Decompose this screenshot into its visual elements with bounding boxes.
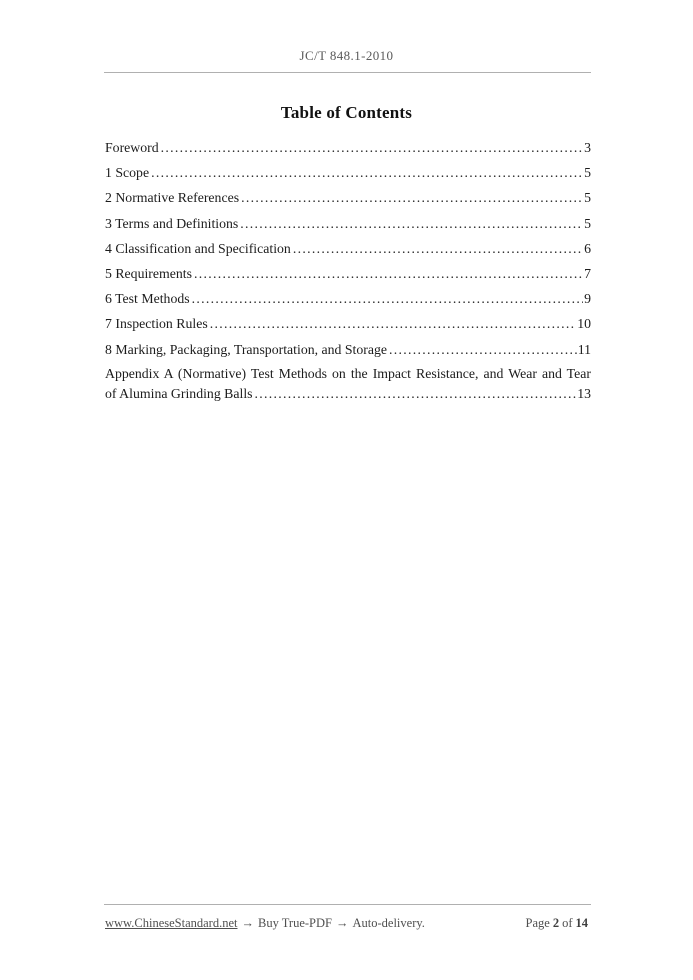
toc-entry-label: 6 Test Methods: [105, 291, 190, 307]
page-title: Table of Contents: [280, 103, 413, 122]
of-label: of: [562, 916, 573, 930]
toc-entry-test-methods: [105, 286, 591, 311]
toc-dot-leader: [194, 261, 583, 286]
toc-dot-leader: [389, 337, 577, 362]
toc-dot-leader: [241, 185, 583, 210]
footer-divider: [104, 904, 591, 905]
toc-entry-page: 11: [577, 341, 591, 357]
toc-entry-page: 5: [584, 190, 591, 206]
toc-dot-leader: [192, 286, 583, 311]
header-divider: [104, 72, 591, 73]
toc-entry-label: Foreword: [105, 140, 159, 155]
toc-entry-label: 4 Classification and Specification: [105, 240, 291, 256]
toc-entry-label: 3 Terms and Definitions: [105, 215, 239, 231]
toc-entry-label: of Alumina Grinding Balls: [105, 385, 253, 401]
toc-entry-label: Appendix A (Normative) Test Methods on the Impact Resistance, and Wear and Tear: [105, 366, 591, 382]
toc-entry-marking-packaging: [105, 337, 591, 362]
toc-entry-label: 7 Inspection Rules: [105, 316, 208, 332]
toc-dot-leader: [293, 236, 583, 261]
toc-entry-appendix-a: [105, 364, 591, 403]
toc-entry-scope: [105, 160, 591, 185]
toc-entry-foreword: [105, 135, 591, 160]
website-link[interactable]: www.ChineseStandard.net: [105, 916, 238, 930]
toc-entry-requirements: [105, 261, 591, 286]
right-arrow-icon: →: [241, 916, 254, 930]
footer-promo: [105, 913, 425, 933]
toc-entry-page: 7: [584, 265, 591, 281]
toc-dot-leader: [210, 311, 577, 336]
table-of-contents: [105, 135, 591, 403]
right-arrow-icon: →: [336, 916, 349, 930]
toc-entry-label: 5 Requirements: [105, 265, 192, 281]
page-number-indicator: [526, 913, 591, 933]
page-label: Page: [525, 916, 550, 930]
toc-entry-label: 1 Scope: [105, 165, 150, 181]
toc-dot-leader: [151, 160, 583, 185]
toc-entry-classification-and-specification: [105, 236, 591, 261]
total-page-number: 14: [575, 916, 588, 930]
toc-dot-leader: [255, 384, 577, 403]
toc-entry-label: 8 Marking, Packaging, Transportation, and Storage: [105, 341, 388, 357]
toc-dot-leader: [161, 135, 583, 160]
toc-entry-appendix-a-line2: [105, 384, 591, 403]
toc-entry-inspection-rules: [105, 311, 591, 336]
toc-entry-label: 2 Normative References: [105, 190, 240, 206]
toc-entry-terms-and-definitions: [105, 211, 591, 236]
toc-entry-page: 6: [584, 240, 591, 256]
toc-entry-page: 9: [584, 291, 591, 307]
page-footer: [105, 913, 591, 933]
toc-entry-page: 5: [584, 165, 591, 181]
current-page-number: 2: [552, 916, 560, 930]
toc-entry-page: 5: [584, 215, 591, 231]
toc-entry-page: 13: [577, 385, 591, 401]
toc-entry-page: 10: [577, 316, 591, 332]
toc-entry-normative-references: [105, 185, 591, 210]
footer-action-buy: Buy True-PDF: [258, 916, 332, 930]
footer-action-delivery: Auto-delivery.: [352, 916, 425, 930]
toc-dot-leader: [240, 211, 583, 236]
document-number: JC/T 848.1-2010: [299, 48, 394, 63]
toc-entry-page: 3: [584, 140, 591, 155]
